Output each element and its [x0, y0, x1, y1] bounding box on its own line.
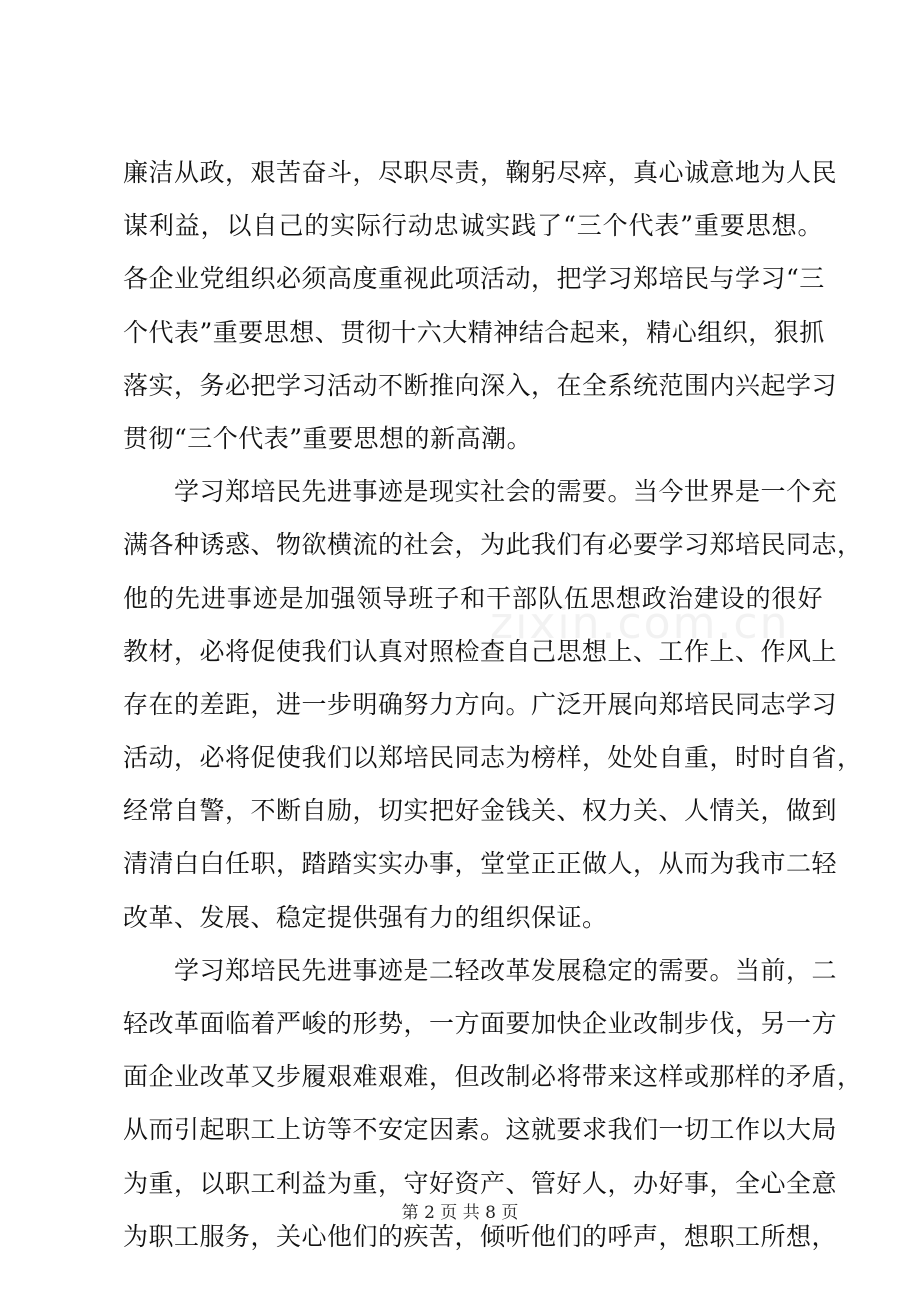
- text-line: 改革、发展、稳定提供强有力的组织保证。: [123, 902, 608, 932]
- text-line: 教材，必将促使我们认真对照检查自己思想上、工作上、作风上: [123, 636, 838, 666]
- text-line: 个代表”重要思想、贯彻十六大精神结合起来，精心组织，狠抓: [123, 317, 825, 347]
- watermark: zixin.com.cn: [490, 598, 790, 649]
- text-line: 各企业党组织必须高度重视此项活动，把学习郑培民与学习“三: [123, 264, 825, 294]
- text-line: 轻改革面临着严峻的形势，一方面要加快企业改制步伐，另一方: [123, 1009, 838, 1038]
- page-footer: 第 2 页 共 8 页: [401, 1203, 519, 1223]
- text-line: 面企业改革又步履艰难艰难，但改制必将带来这样或那样的矛盾，: [123, 1062, 863, 1092]
- text-line: 经常自警，不断自励，切实把好金钱关、权力关、人情关，做到: [123, 796, 838, 826]
- document-body: [123, 146, 863, 1263]
- text-line: 为重，以职工利益为重，守好资产、管好人，办好事，全心全意: [123, 1168, 838, 1198]
- text-line: 为职工服务，关心他们的疾苦，倾听他们的呼声，想职工所想，: [123, 1221, 838, 1251]
- text-line: 学习郑培民先进事迹是现实社会的需要。当今世界是一个充: [123, 477, 838, 507]
- text-line: 廉洁从政，艰苦奋斗，尽职尽责，鞠躬尽瘁，真心诚意地为人民: [123, 158, 838, 187]
- text-line: 活动，必将促使我们以郑培民同志为榜样，处处自重，时时自省，: [123, 743, 863, 773]
- text-line: 学习郑培民先进事迹是二轻改革发展稳定的需要。当前，二: [123, 955, 838, 985]
- text-line: 他的先进事迹是加强领导班子和干部队伍思想政治建设的很好: [123, 583, 823, 613]
- text-line: 从而引起职工上访等不安定因素。这就要求我们一切工作以大局: [123, 1115, 838, 1145]
- text-line: 落实，务必把学习活动不断推向深入，在全系统范围内兴起学习: [123, 370, 838, 400]
- text-line: 贯彻“三个代表”重要思想的新高潮。: [123, 423, 533, 453]
- text-line: 存在的差距，进一步明确努力方向。广泛开展向郑培民同志学习: [123, 689, 838, 719]
- text-line: 清清白白任职，踏踏实实办事，堂堂正正做人，从而为我市二轻: [123, 849, 838, 879]
- text-line: 谋利益，以自己的实际行动忠诚实践了“三个代表”重要思想。: [123, 211, 823, 241]
- text-line: 满各种诱惑、物欲横流的社会，为此我们有必要学习郑培民同志，: [123, 530, 863, 560]
